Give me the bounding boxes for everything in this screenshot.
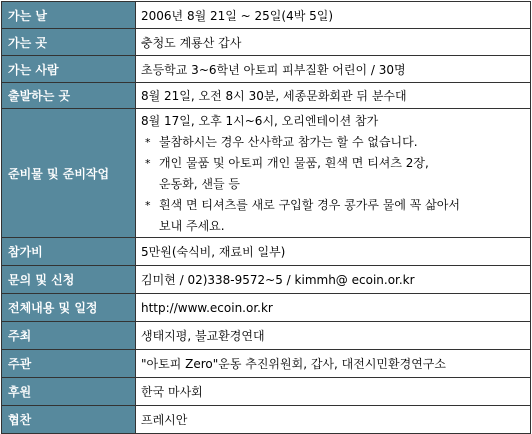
value-date: 2006년 8월 21일 ~ 25일(4박 5일)	[136, 2, 531, 29]
value-organizer: "아토피 Zero"운동 추진위원회, 갑사, 대전시민환경연구소	[136, 350, 531, 378]
value-website: http://www.ecoin.or.kr	[136, 294, 531, 322]
row-preparation	[2, 109, 531, 238]
label-sponsor: 후원	[2, 378, 136, 406]
label-place: 가는 곳	[2, 29, 136, 56]
value-host: 생태지평, 불교환경연대	[136, 322, 531, 350]
row-place	[2, 29, 531, 56]
label-contact: 문의 및 신청	[2, 266, 136, 294]
bullet-icon: *	[145, 136, 151, 149]
value-sponsor: 한국 마사회	[136, 378, 531, 406]
row-date	[2, 2, 531, 29]
row-website	[2, 294, 531, 322]
preparation-intro: 8월 17일, 오후 1시~6시, 오리엔테이션 참가	[141, 114, 379, 128]
label-cosponsor: 협찬	[2, 406, 136, 434]
bullet-text: 흰색 면 티셔츠를 새로 구입할 경우 콩가루 물에 꼭 삶아서	[159, 198, 460, 212]
bullet-icon: *	[145, 199, 151, 212]
row-contact	[2, 266, 531, 294]
label-website: 전체내용 및 일정	[2, 294, 136, 322]
event-info-table	[1, 1, 531, 434]
label-participants: 가는 사람	[2, 56, 136, 83]
label-organizer: 주관	[2, 350, 136, 378]
bullet-icon: *	[145, 157, 151, 170]
value-cosponsor: 프레시안	[136, 406, 531, 434]
row-organizer	[2, 350, 531, 378]
label-fee: 참가비	[2, 238, 136, 266]
row-cosponsor	[2, 406, 531, 434]
value-fee: 5만원(숙식비, 재료비 일부)	[136, 238, 531, 266]
preparation-bullet	[141, 195, 530, 216]
value-contact: 김미현 / 02)338-9572~5 / kimmh@ ecoin.or.kr	[136, 266, 531, 294]
preparation-bullet	[141, 153, 530, 174]
value-preparation	[136, 109, 531, 238]
label-host: 주최	[2, 322, 136, 350]
row-departure	[2, 83, 531, 109]
value-departure: 8월 21일, 오전 8시 30분, 세종문화회관 뒤 분수대	[136, 83, 531, 109]
row-sponsor	[2, 378, 531, 406]
bullet-continuation: 보내 주세요.	[159, 219, 225, 233]
preparation-bullet	[141, 132, 530, 153]
bullet-text: 개인 물품 및 아토피 개인 물품, 흰색 면 티셔츠 2장,	[159, 156, 429, 170]
value-participants: 초등학교 3~6학년 아토피 피부질환 어린이 / 30명	[136, 56, 531, 83]
row-fee	[2, 238, 531, 266]
value-place: 충청도 계룡산 갑사	[136, 29, 531, 56]
label-date: 가는 날	[2, 2, 136, 29]
row-host	[2, 322, 531, 350]
label-departure: 출발하는 곳	[2, 83, 136, 109]
row-participants	[2, 56, 531, 83]
label-preparation: 준비물 및 준비작업	[2, 109, 136, 238]
bullet-continuation: 운동화, 샌들 등	[159, 177, 240, 191]
bullet-text: 불참하시는 경우 산사학교 참가는 할 수 없습니다.	[159, 135, 418, 149]
